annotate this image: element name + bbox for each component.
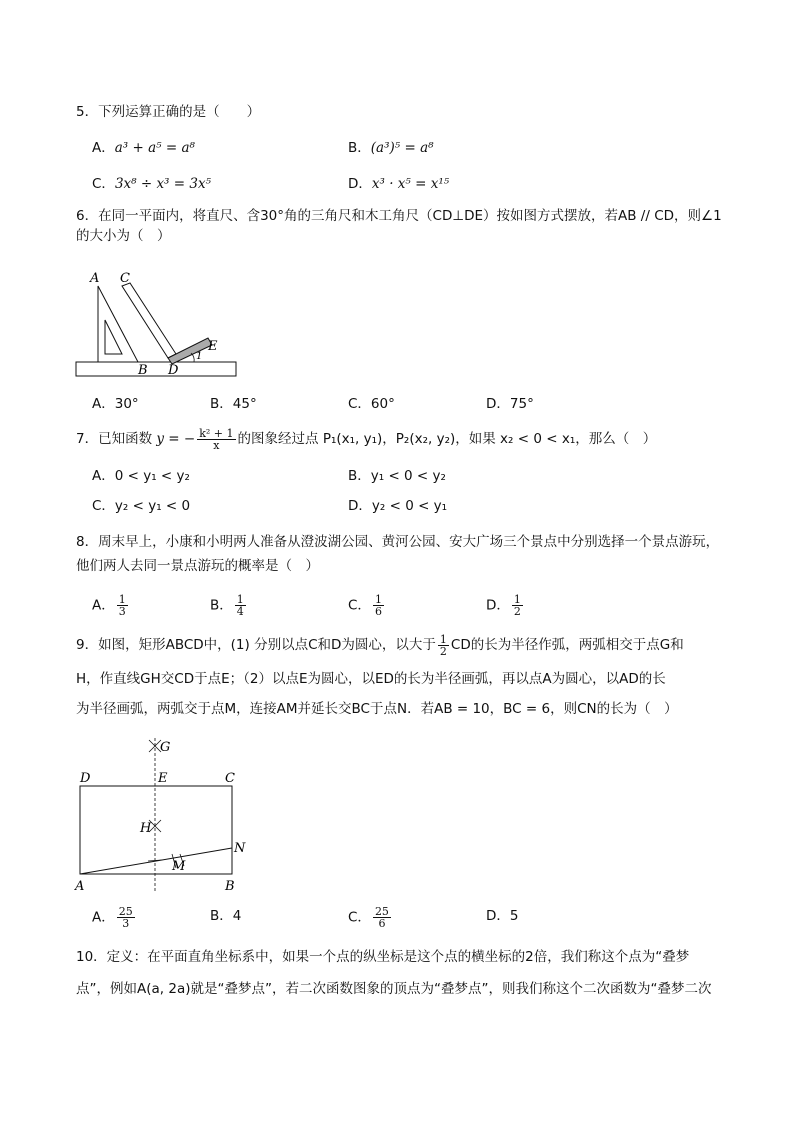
question-10-stem: 10．定义：在平面直角坐标系中，如果一个点的纵坐标是这个点的横坐标的2倍，我们称这个点为“叠梦 点”，例如A(a, 2a)就是“叠梦点”，若二次函数图象的顶点为“叠梦点”，则我们称这个二次函数为“叠梦二次 [76, 949, 712, 997]
ruler [76, 362, 236, 376]
label-e: E [208, 339, 218, 354]
question-5-stem: 5．下列运算正确的是（ ） [76, 104, 261, 120]
label-c: C [120, 271, 130, 286]
label-b: B [138, 363, 148, 378]
label-c: C [225, 771, 235, 786]
q9-figure [70, 736, 260, 894]
q9-option-d[interactable]: D．5 [486, 908, 519, 924]
q5-option-d[interactable]: D．x³ · x⁵ = x¹⁵ [348, 176, 450, 192]
arc-tick [148, 860, 162, 861]
label-a: A [90, 271, 100, 286]
q6-option-d[interactable]: D．75° [486, 396, 534, 412]
label-e: E [158, 771, 168, 786]
question-6-stem: 6．在同一平面内，将直尺、含30°角的三角尺和木工角尺（CD⊥DE）按如图方式摆放，若AB // CD，则∠1的大小为（ ） [76, 208, 722, 244]
q6-option-c[interactable]: C．60° [348, 396, 395, 412]
label-1: 1 [196, 351, 203, 362]
label-d: D [168, 363, 179, 378]
label-b: B [225, 879, 235, 894]
q6-option-b[interactable]: B．45° [210, 396, 257, 412]
q6-option-a[interactable]: A．30° [92, 396, 139, 412]
question-8-stem: 8．周末早上，小康和小明两人准备从澄波湖公园、黄河公园、安大广场三个景点中分别选择一个景点游玩，他们两人去同一景点游玩的概率是（ ） [76, 534, 720, 574]
label-m: M [172, 859, 186, 874]
q8-option-b[interactable]: B． $\frac{1}{4}$ [210, 593, 244, 618]
label-g: G [160, 740, 171, 755]
q7-option-c[interactable]: C．y₂ < y₁ < 0 [92, 498, 191, 514]
question-9-stem: 9．如图，矩形ABCD中，(1) 分别以点C和D为圆心，以大于 $\frac{1}{2}$ CD的长为半径作弧，两弧相交于点G和 H，作直线GH交CD于点E；（2）以点E为圆心，以ED的长为半径画弧，再以点A为圆心，以AD的长 为半径画弧，两弧交于点M，连接AM并延长交BC于点N．若AB = 10，BC = 6，则CN的长为（ ） [76, 632, 684, 717]
q9-option-a[interactable]: A． $\frac{25}{3}$ [92, 905, 133, 930]
q6-figure [70, 268, 240, 380]
label-n: N [234, 841, 246, 856]
q5-option-c[interactable]: C．3x⁸ ÷ x³ = 3x⁵ [92, 176, 211, 192]
q7-fraction: $\frac{\text{k² + 1}}{x}$ [199, 426, 234, 452]
q5-option-b[interactable]: B．(a³)⁵ = a⁸ [348, 140, 434, 156]
q7-option-b[interactable]: B．y₁ < 0 < y₂ [348, 468, 446, 484]
label-a: A [75, 879, 85, 894]
q7-option-d[interactable]: D．y₂ < 0 < y₁ [348, 498, 448, 514]
q8-option-a[interactable]: A． $\frac{1}{3}$ [92, 593, 126, 618]
line-an [80, 848, 232, 874]
label-h: H [140, 821, 152, 836]
q7-option-a[interactable]: A．0 < y₁ < y₂ [92, 468, 190, 484]
q8-option-d[interactable]: D． $\frac{1}{2}$ [486, 593, 521, 618]
label-d: D [80, 771, 91, 786]
q9-option-b[interactable]: B．4 [210, 908, 242, 924]
q5-option-a[interactable]: A．a³ + a⁵ = a⁸ [92, 140, 195, 156]
question-7-stem: 7．已知函数 y = − $\frac{\text{k² + 1}}{x}$ 的图象经过点 P₁(x₁, y₁)，P₂(x₂, y₂)，如果 x₂ < 0 < x₁，那么（ ） [76, 426, 657, 452]
q8-option-c[interactable]: C． $\frac{1}{6}$ [348, 593, 382, 618]
q9-option-c[interactable]: C． $\frac{25}{6}$ [348, 905, 389, 930]
